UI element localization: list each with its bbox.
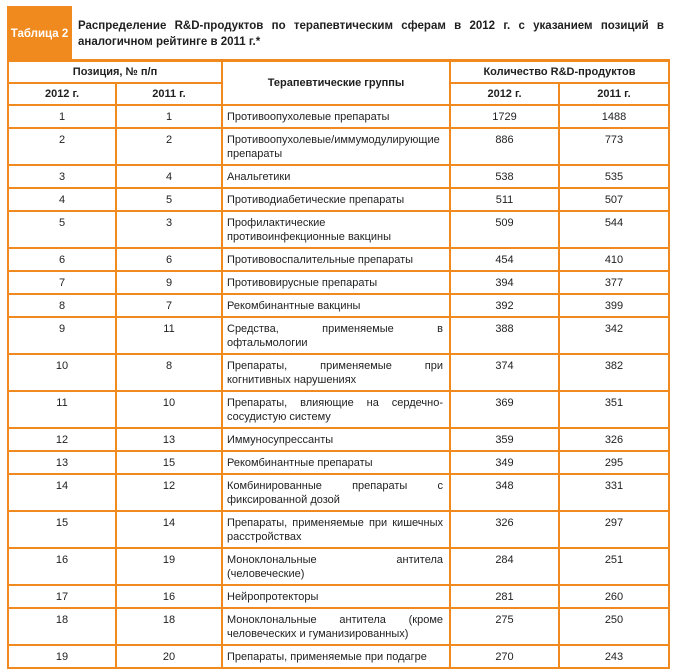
count-2012-cell: 1729 [450,105,559,128]
group-cell: Препараты, применяемые при когнитивных нарушениях [222,354,450,391]
count-2011-cell: 535 [559,165,669,188]
count-2012-cell: 886 [450,128,559,165]
group-cell: Противоопухолевые препараты [222,105,450,128]
count-2012-cell: 374 [450,354,559,391]
group-cell: Комбинированные препараты с фиксированной дозой [222,474,450,511]
count-2012-cell: 270 [450,645,559,668]
position-2012-cell: 18 [8,608,116,645]
position-2011-cell: 16 [116,585,222,608]
table-row [8,128,669,165]
position-2012-cell: 5 [8,211,116,248]
group-cell: Препараты, применяемые при кишечных расстройствах [222,511,450,548]
position-2011-cell: 18 [116,608,222,645]
position-2012-cell: 10 [8,354,116,391]
count-2012-cell: 509 [450,211,559,248]
group-cell: Иммуносупрессанты [222,428,450,451]
count-2011-cell: 773 [559,128,669,165]
count-2011-cell: 326 [559,428,669,451]
position-2011-cell: 12 [116,474,222,511]
count-2011-cell: 295 [559,451,669,474]
position-2011-cell: 13 [116,428,222,451]
position-2011-cell: 14 [116,511,222,548]
count-2012-cell: 538 [450,165,559,188]
group-cell: Профилактические противоинфекционные вакцины [222,211,450,248]
header-position-2011: 2011 г. [116,83,222,105]
count-2011-cell: 250 [559,608,669,645]
group-cell: Моноклональные антитела (кроме человеческих и гуманизированных) [222,608,450,645]
table-row [8,451,669,474]
count-2012-cell: 284 [450,548,559,585]
group-cell: Противовоспалительные препараты [222,248,450,271]
table-row [8,391,669,428]
count-2012-cell: 511 [450,188,559,211]
position-2012-cell: 15 [8,511,116,548]
count-2011-cell: 399 [559,294,669,317]
position-2012-cell: 16 [8,548,116,585]
group-cell: Препараты, применяемые при подагре [222,645,450,668]
table-title: Распределение R&D-продуктов по терапевтическим сферам в 2012 г. с указанием позиций в аналогичном рейтинге в 2011 г.* [78,20,664,48]
count-2012-cell: 369 [450,391,559,428]
group-cell: Средства, применяемые в офтальмологии [222,317,450,354]
position-2012-cell: 2 [8,128,116,165]
header-groups: Терапевтические группы [222,61,450,105]
table-body [8,105,669,668]
count-2011-cell: 260 [559,585,669,608]
group-cell: Препараты, влияющие на сердечно-сосудистую систему [222,391,450,428]
position-2011-cell: 10 [116,391,222,428]
position-2011-cell: 20 [116,645,222,668]
rd-products-table [7,59,670,669]
count-2011-cell: 297 [559,511,669,548]
table-row [8,608,669,645]
position-2011-cell: 4 [116,165,222,188]
position-2011-cell: 19 [116,548,222,585]
position-2012-cell: 17 [8,585,116,608]
position-2012-cell: 9 [8,317,116,354]
position-2012-cell: 11 [8,391,116,428]
table-row [8,271,669,294]
table-row [8,317,669,354]
group-cell: Анальгетики [222,165,450,188]
count-2012-cell: 281 [450,585,559,608]
position-2012-cell: 3 [8,165,116,188]
count-2011-cell: 243 [559,645,669,668]
group-cell: Моноклональные антитела (человеческие) [222,548,450,585]
group-cell: Рекомбинантные вакцины [222,294,450,317]
position-2012-cell: 14 [8,474,116,511]
table-row [8,188,669,211]
count-2011-cell: 410 [559,248,669,271]
group-cell: Нейропротекторы [222,585,450,608]
group-cell: Противодиабетические препараты [222,188,450,211]
table-row [8,645,669,668]
count-2012-cell: 388 [450,317,559,354]
count-2012-cell: 275 [450,608,559,645]
header-count-2012: 2012 г. [450,83,559,105]
position-2012-cell: 8 [8,294,116,317]
count-2011-cell: 1488 [559,105,669,128]
count-2011-cell: 351 [559,391,669,428]
position-2011-cell: 1 [116,105,222,128]
position-2011-cell: 9 [116,271,222,294]
count-2012-cell: 348 [450,474,559,511]
header-position: Позиция, № п/п [8,61,222,83]
table-row [8,165,669,188]
position-2012-cell: 7 [8,271,116,294]
group-cell: Противовирусные препараты [222,271,450,294]
group-cell: Рекомбинантные препараты [222,451,450,474]
table-number-badge: Таблица 2 [7,6,72,61]
count-2011-cell: 382 [559,354,669,391]
position-2011-cell: 2 [116,128,222,165]
count-2012-cell: 392 [450,294,559,317]
table-row [8,294,669,317]
count-2012-cell: 349 [450,451,559,474]
position-2012-cell: 12 [8,428,116,451]
header-position-2012: 2012 г. [8,83,116,105]
position-2011-cell: 8 [116,354,222,391]
position-2012-cell: 13 [8,451,116,474]
count-2011-cell: 251 [559,548,669,585]
position-2011-cell: 3 [116,211,222,248]
header-count-2011: 2011 г. [559,83,669,105]
position-2011-cell: 6 [116,248,222,271]
position-2011-cell: 5 [116,188,222,211]
count-2011-cell: 507 [559,188,669,211]
table-row [8,548,669,585]
count-2012-cell: 394 [450,271,559,294]
position-2011-cell: 11 [116,317,222,354]
count-2012-cell: 454 [450,248,559,271]
position-2011-cell: 15 [116,451,222,474]
table-row [8,354,669,391]
table-row [8,474,669,511]
count-2012-cell: 326 [450,511,559,548]
table-row [8,428,669,451]
count-2011-cell: 331 [559,474,669,511]
position-2012-cell: 4 [8,188,116,211]
header-count: Количество R&D-продуктов [450,61,669,83]
count-2012-cell: 359 [450,428,559,451]
table-row [8,248,669,271]
count-2011-cell: 342 [559,317,669,354]
count-2011-cell: 544 [559,211,669,248]
table-row [8,585,669,608]
table-row [8,105,669,128]
position-2011-cell: 7 [116,294,222,317]
group-cell: Противоопухолевые/иммумодулирующие препараты [222,128,450,165]
count-2011-cell: 377 [559,271,669,294]
table-row [8,211,669,248]
position-2012-cell: 6 [8,248,116,271]
table-row [8,511,669,548]
position-2012-cell: 1 [8,105,116,128]
position-2012-cell: 19 [8,645,116,668]
